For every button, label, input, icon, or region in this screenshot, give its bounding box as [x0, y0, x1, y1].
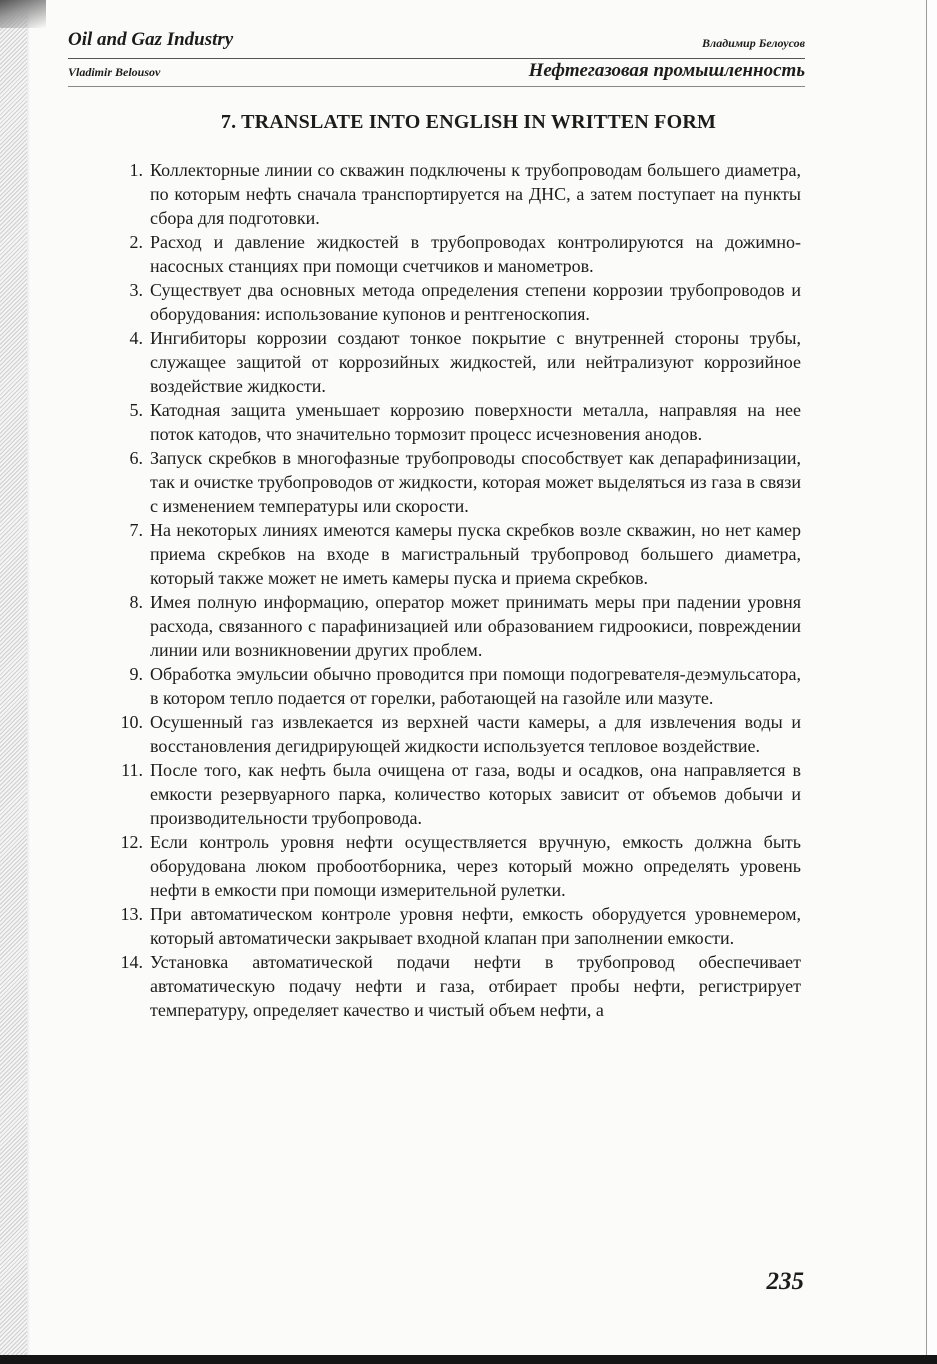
item-number: 8. [129, 592, 143, 612]
list-item [129, 158, 801, 230]
author-name-ru: Владимир Белоусов [702, 36, 805, 50]
item-text: Запуск скребков в многофазные трубопроводы способствует как депарафинизации, так и очистке трубопроводов от жидкости, которая может выделяться из газа в связи с изменением температуры или скорости. [150, 448, 801, 516]
page-number: 235 [766, 1268, 804, 1295]
item-text: Осушенный газ извлекается из верхней части камеры, а для извлечения воды и восстановления дегидрирующей жидкости используется тепловое воздействие. [150, 712, 801, 756]
page-right-border [926, 0, 927, 1355]
running-header-bottom [68, 60, 805, 87]
item-number: 6. [129, 448, 143, 468]
running-header-top [68, 28, 805, 59]
list-item [120, 950, 801, 1022]
list-item [121, 758, 801, 830]
item-number: 12. [120, 832, 143, 852]
item-text: Установка автоматической подачи нефти в трубопровод обеспечивает автоматическую подачу нефти и газа, отбирает пробы нефти, регистрирует температуру, определяет качество и чистый объем нефти, а [150, 952, 801, 1020]
list-item [120, 830, 801, 902]
list-item [129, 590, 801, 662]
item-number: 5. [129, 400, 143, 420]
list-item [120, 710, 801, 758]
scan-bottom-edge [0, 1355, 937, 1364]
item-text: Обработка эмульсии обычно проводится при помощи подогревателя-деэмульсатора, в котором тепло подается от горелки, работающей на газойле или мазуте. [150, 664, 801, 708]
list-item [129, 278, 801, 326]
page-binding-edge [0, 0, 30, 1364]
item-number: 13. [120, 904, 143, 924]
item-text: При автоматическом контроле уровня нефти, емкость оборудуется уровнемером, который автоматически закрывает входной клапан при заполнении емкости. [150, 904, 801, 948]
list-item [129, 662, 801, 710]
item-text: После того, как нефть была очищена от газа, воды и осадков, она направляется в емкости резервуарного парка, количество которых зависит от объемов добычи и производительности трубопровода. [150, 760, 801, 828]
scan-corner-shadow [0, 0, 46, 28]
list-item [129, 326, 801, 398]
page-right-margin [927, 0, 937, 1355]
item-number: 2. [129, 232, 143, 252]
list-item [129, 446, 801, 518]
item-number: 7. [129, 520, 143, 540]
item-number: 1. [129, 160, 143, 180]
item-text: Коллекторные линии со скважин подключены к трубопроводам большего диаметра, по которым нефть сначала транспортируется на ДНС, а затем поступает на пункты сбора для подготовки. [150, 160, 801, 228]
journal-title-en: Oil and Gaz Industry [68, 29, 234, 50]
item-text: На некоторых линиях имеются камеры пуска скребков возле скважин, но нет камер приема скребков на входе в магистральный трубопровод большего диаметра, который также может не иметь камеры пуска и приема скребков. [150, 520, 801, 588]
item-number: 4. [129, 328, 143, 348]
item-text: Если контроль уровня нефти осуществляется вручную, емкость должна быть оборудована люком пробоотборника, через который можно определять уровень нефти в емкости при помощи измерительной рулетки. [150, 832, 801, 900]
item-text: Имея полную информацию, оператор может принимать меры при падении уровня расхода, связанного с парафинизацией или образованием гидроокиси, повреждении линии или возникновении других проблем. [150, 592, 801, 660]
item-number: 3. [129, 280, 143, 300]
item-text: Ингибиторы коррозии создают тонкое покрытие с внутренней стороны трубы, служащее защитой от коррозийных жидкостей, или нейтрализуют коррозийное воздействие жидкости. [150, 328, 801, 396]
item-number: 11. [121, 760, 143, 780]
author-name-en: Vladimir Belousov [68, 65, 161, 79]
list-item [129, 518, 801, 590]
item-number: 10. [120, 712, 143, 732]
journal-title-ru: Нефтегазовая промышленность [528, 60, 805, 81]
item-text: Катодная защита уменьшает коррозию поверхности металла, направляя на нее поток катодов, что значительно тормозит процесс исчезновения анодов. [150, 400, 801, 444]
list-item [129, 230, 801, 278]
item-text: Существует два основных метода определения степени коррозии трубопроводов и оборудования: использование купонов и рентгеноскопия. [150, 280, 801, 324]
exercise-list [120, 158, 801, 1022]
list-item [120, 902, 801, 950]
list-item [129, 398, 801, 446]
item-number: 9. [129, 664, 143, 684]
item-number: 14. [120, 952, 143, 972]
section-title: 7. TRANSLATE INTO ENGLISH IN WRITTEN FORM [220, 111, 717, 133]
item-text: Расход и давление жидкостей в трубопроводах контролируются на дожимно-насосных станциях при помощи счетчиков и манометров. [150, 232, 801, 276]
